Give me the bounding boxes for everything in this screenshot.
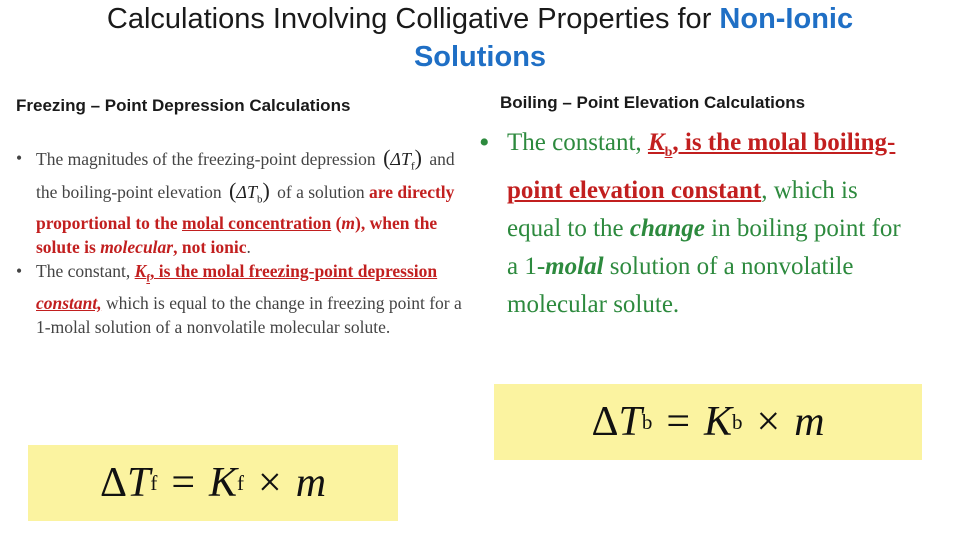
right-bullet-1: • The constant, $K_b$, is the molal boiling-point elevation constant, which is equal to the change in boiling point for a 1-molal solution of a nonvolatile molecular solute. bbox=[475, 124, 915, 324]
title-line-2: Solutions bbox=[413, 41, 547, 73]
right-heading: Boiling – Point Elevation Calculations bbox=[500, 93, 806, 112]
boiling-point-formula: Δ T b = K b × m bbox=[494, 384, 922, 460]
title-text: Calculations Involving Colligative Properties for bbox=[106, 3, 720, 35]
slide-title bbox=[0, 0, 960, 76]
freezing-point-formula: Δ T f = K f × m bbox=[28, 445, 398, 521]
delta-tf-symbol: $(\Delta T_f)$ bbox=[383, 145, 422, 173]
left-bullet-1: • The magnitudes of the freezing-point depression $(\Delta T_f)$ and the boiling-point elevation $(\Delta T_b)$ of a solution are directly proportional to the molal concentration (m), when the solute is molecular, not ionic. bbox=[14, 146, 464, 259]
title-accent: Non-Ionic bbox=[719, 3, 854, 35]
left-column bbox=[14, 146, 464, 339]
delta-tb-symbol: $(\Delta T_b)$ bbox=[229, 177, 270, 206]
left-bullet-2: • The constant, $K_f$, is the molal freezing-point depression constant, which is equal to the change in freezing point for a 1-molal solution of a nonvolatile molecular solute. bbox=[14, 259, 464, 339]
right-column bbox=[475, 124, 915, 324]
title-line-1 bbox=[0, 0, 960, 38]
left-heading: Freezing – Point Depression Calculations bbox=[16, 96, 351, 115]
